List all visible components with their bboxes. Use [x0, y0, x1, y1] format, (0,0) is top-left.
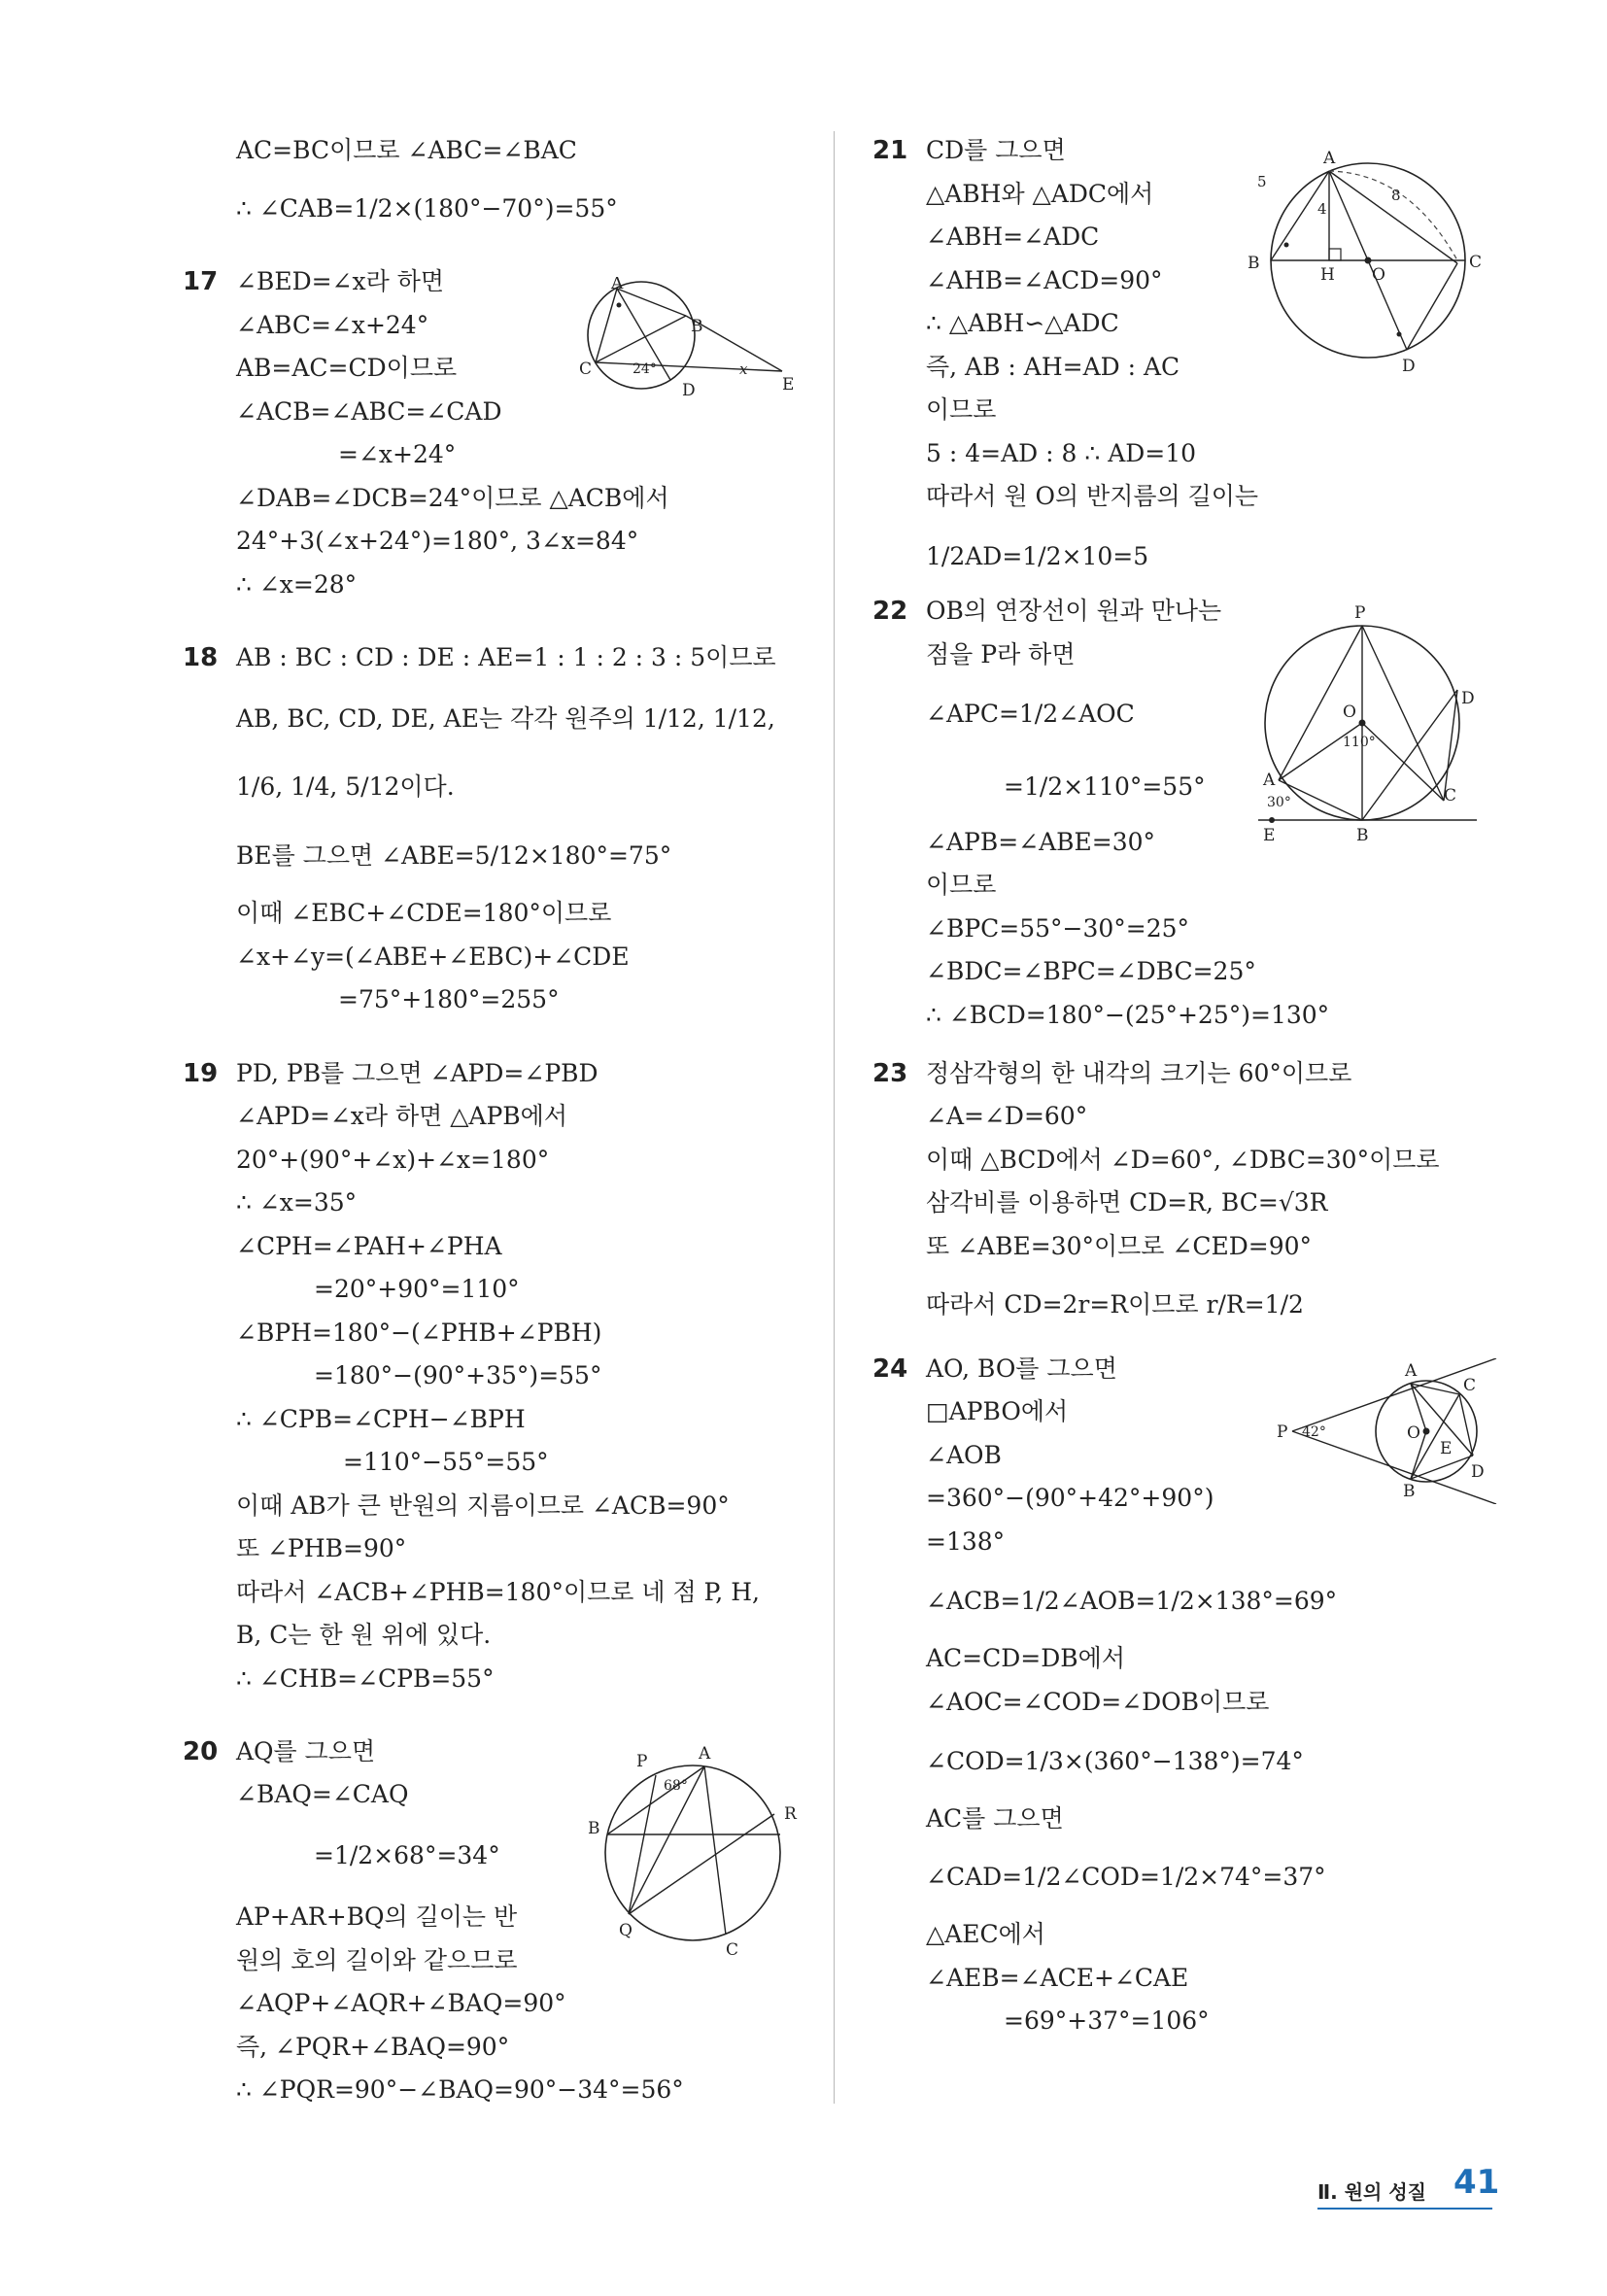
solution-line: =180°−(90°+35°)=55° [314, 1361, 602, 1389]
angle-label: 42° [1302, 1424, 1326, 1440]
label-R: R [784, 1804, 797, 1824]
solution-line: ∠x+∠y=(∠ABE+∠EBC)+∠CDE [236, 942, 630, 971]
solution-line: AC를 그으면 [926, 1804, 1064, 1833]
problem-number: 20 [183, 1737, 219, 1766]
solution-line: ∠APB=∠ABE=30° [926, 828, 1156, 856]
solution-line: =138° [926, 1527, 1006, 1556]
label-D: D [1471, 1462, 1485, 1482]
label-B: B [1248, 254, 1260, 273]
label-H: H [1320, 265, 1335, 285]
solution-line: ∴ ∠PQR=90°−∠BAQ=90°−34°=56° [236, 2075, 684, 2104]
solution-line: 즉, AB : AH=AD : AC [926, 353, 1180, 381]
angle-label: 68° [664, 1778, 688, 1794]
solution-line: 24°+3(∠x+24°)=180°, 3∠x=84° [236, 527, 639, 555]
label-D: D [1402, 357, 1416, 376]
solution-line: ∠AOC=∠COD=∠DOB이므로 [926, 1688, 1270, 1716]
solution-line: ∠CPH=∠PAH+∠PHA [236, 1232, 502, 1260]
solution-line: ∴ ∠BCD=180°−(25°+25°)=130° [926, 1001, 1330, 1029]
footer-rule [1317, 2208, 1492, 2210]
column-divider [834, 131, 835, 2104]
solution-line: 원의 호의 길이와 같으므로 [236, 1946, 518, 1974]
solution-line: ∠AQP+∠AQR+∠BAQ=90° [236, 1989, 566, 2017]
solution-line: 즉, ∠PQR+∠BAQ=90° [236, 2033, 510, 2061]
label-D: D [1461, 689, 1475, 708]
label-C: C [1469, 253, 1483, 272]
angle-label: 24° [633, 361, 657, 377]
label-B: B [1403, 1482, 1416, 1501]
solution-line: AC=BC이므로 ∠ABC=∠BAC [236, 136, 577, 164]
solution-line: ∠DAB=∠DCB=24°이므로 △ACB에서 [236, 484, 669, 512]
label-A: A [1263, 771, 1276, 790]
angle-30-label: 30° [1267, 795, 1291, 810]
label-P: P [636, 1752, 648, 1771]
problem-number: 18 [183, 643, 219, 672]
label-A: A [1323, 149, 1336, 168]
solution-line: 따라서 CD=2r=R이므로 r/R=1/2 [926, 1290, 1304, 1319]
angle-x-label: x [739, 360, 748, 378]
figure-21-circle-diagram [1244, 144, 1496, 377]
solution-line: △ABH와 △ADC에서 [926, 180, 1154, 208]
solution-line: OB의 연장선이 원과 만나는 [926, 597, 1222, 625]
label-C: C [726, 1940, 739, 1955]
solution-line: 1/6, 1/4, 5/12이다. [236, 772, 455, 801]
solution-line: ∠BED=∠x라 하면 [236, 267, 445, 295]
solution-line: AB : BC : CD : DE : AE=1 : 1 : 2 : 3 : 5이므로 [236, 643, 776, 671]
label-Q: Q [619, 1921, 633, 1940]
figure-17-circle-diagram [568, 277, 806, 403]
problem-number: 19 [183, 1059, 219, 1088]
problem-number: 22 [872, 597, 908, 626]
solution-line: ∠BPC=55°−30°=25° [926, 914, 1190, 942]
solution-line: 이므로 [926, 395, 997, 424]
problem-number: 17 [183, 267, 219, 296]
section-footer: Ⅱ. 원의 성질 [1317, 2180, 1426, 2204]
solution-line: ∠CAD=1/2∠COD=1/2×74°=37° [926, 1863, 1326, 1891]
solution-line: ∠COD=1/3×(360°−138°)=74° [926, 1747, 1304, 1775]
solution-line: ∠AOB [926, 1441, 1002, 1469]
label-O: O [1407, 1423, 1420, 1443]
solution-line: 정삼각형의 한 내각의 크기는 60°이므로 [926, 1059, 1352, 1087]
solution-line: =110°−55°=55° [343, 1448, 549, 1476]
solution-line: AO, BO를 그으면 [926, 1354, 1117, 1383]
solution-line: AB, BC, CD, DE, AE는 각각 원주의 1/12, 1/12, [236, 704, 775, 733]
label-B: B [1356, 826, 1369, 845]
solution-line: =20°+90°=110° [314, 1275, 520, 1303]
solution-line: □APBO에서 [926, 1397, 1069, 1425]
label-E: E [782, 375, 795, 394]
label-B: B [691, 317, 703, 336]
solution-line: =∠x+24° [338, 440, 457, 468]
solution-line: 이때 AB가 큰 반원의 지름이므로 ∠ACB=90° [236, 1491, 730, 1520]
solution-line: CD를 그으면 [926, 136, 1066, 164]
solution-line: AC=CD=DB에서 [926, 1644, 1125, 1672]
solution-line: ∠BDC=∠BPC=∠DBC=25° [926, 957, 1256, 985]
solution-line: ∴ ∠x=28° [236, 570, 358, 599]
solution-line: ∠AHB=∠ACD=90° [926, 266, 1163, 294]
length-label-8: 8 [1391, 187, 1401, 204]
solution-line: ∴ △ABH∽△ADC [926, 309, 1119, 337]
solution-line: ∴ ∠CHB=∠CPB=55° [236, 1664, 495, 1693]
label-P: P [1354, 603, 1366, 623]
length-label-5: 5 [1257, 173, 1267, 190]
solution-line: ∠ABC=∠x+24° [236, 311, 429, 339]
solution-line: 따라서 ∠ACB+∠PHB=180°이므로 네 점 P, H, [236, 1578, 760, 1606]
solution-line: =1/2×110°=55° [1004, 772, 1206, 801]
solution-line: =69°+37°=106° [1004, 2006, 1210, 2035]
solution-line: ∠APC=1/2∠AOC [926, 700, 1135, 728]
solution-line: △AEC에서 [926, 1920, 1045, 1948]
solution-line: 또 ∠PHB=90° [236, 1534, 407, 1562]
solution-line: 5 : 4=AD : 8 ∴ AD=10 [926, 439, 1197, 467]
solution-line: ∠APD=∠x라 하면 △APB에서 [236, 1102, 567, 1130]
solution-line: ∴ ∠CPB=∠CPH−∠BPH [236, 1405, 526, 1433]
angle-label: 110° [1343, 735, 1376, 750]
solution-line: 삼각비를 이용하면 CD=R, BC=√3R [926, 1188, 1328, 1217]
solution-line: B, C는 한 원 위에 있다. [236, 1621, 492, 1649]
label-A: A [699, 1744, 711, 1764]
label-A: A [611, 277, 624, 293]
solution-line: ∠A=∠D=60° [926, 1102, 1088, 1130]
solution-line: 이때 ∠EBC+∠CDE=180°이므로 [236, 899, 612, 927]
page-number: 41 [1453, 2163, 1500, 2202]
label-E: E [1263, 826, 1276, 845]
solution-line: AP+AR+BQ의 길이는 반 [236, 1902, 518, 1931]
label-B: B [588, 1819, 600, 1838]
label-E: E [1440, 1439, 1453, 1458]
solution-line: ∠AEB=∠ACE+∠CAE [926, 1964, 1189, 1992]
problem-number: 24 [872, 1354, 908, 1384]
problem-number: 21 [872, 136, 908, 165]
solution-line: ∴ ∠x=35° [236, 1188, 358, 1217]
solution-line: ∠BAQ=∠CAQ [236, 1780, 409, 1808]
solution-line: 1/2AD=1/2×10=5 [926, 542, 1149, 570]
solution-line: ∠BPH=180°−(∠PHB+∠PBH) [236, 1319, 602, 1347]
solution-line: ∴ ∠CAB=1/2×(180°−70°)=55° [236, 194, 618, 223]
label-O: O [1372, 265, 1385, 285]
solution-line: PD, PB를 그으면 ∠APD=∠PBD [236, 1059, 598, 1087]
solution-line: ∠ACB=1/2∠AOB=1/2×138°=69° [926, 1587, 1338, 1615]
figure-22-circle-diagram [1253, 600, 1487, 849]
solution-line: 20°+(90°+∠x)+∠x=180° [236, 1146, 550, 1174]
solution-line: AB=AC=CD이므로 [236, 354, 458, 382]
solution-line: 따라서 원 O의 반지름의 길이는 [926, 482, 1259, 510]
label-P: P [1277, 1422, 1288, 1442]
label-C: C [579, 360, 593, 379]
solution-line: 이므로 [926, 871, 997, 899]
solution-line: ∠ABH=∠ADC [926, 223, 1100, 251]
solution-line: BE를 그으면 ∠ABE=5/12×180°=75° [236, 841, 672, 870]
label-O: O [1343, 703, 1356, 722]
figure-20-circle-diagram [578, 1741, 811, 1955]
solution-line: ∠ACB=∠ABC=∠CAD [236, 397, 502, 426]
label-C: C [1444, 786, 1457, 805]
label-D: D [682, 381, 696, 400]
figure-24-circle-diagram [1273, 1358, 1501, 1504]
solution-line: =75°+180°=255° [338, 985, 560, 1013]
label-A: A [1405, 1361, 1418, 1381]
length-label-4: 4 [1317, 200, 1327, 218]
solution-line: =360°−(90°+42°+90°) [926, 1484, 1214, 1512]
solution-line: 이때 △BCD에서 ∠D=60°, ∠DBC=30°이므로 [926, 1146, 1440, 1174]
solution-line: =1/2×68°=34° [314, 1841, 500, 1869]
label-C: C [1463, 1376, 1477, 1395]
solution-line: 점을 P라 하면 [926, 640, 1076, 668]
solution-line: 또 ∠ABE=30°이므로 ∠CED=90° [926, 1232, 1313, 1260]
problem-number: 23 [872, 1059, 908, 1088]
solution-line: AQ를 그으면 [236, 1737, 376, 1765]
